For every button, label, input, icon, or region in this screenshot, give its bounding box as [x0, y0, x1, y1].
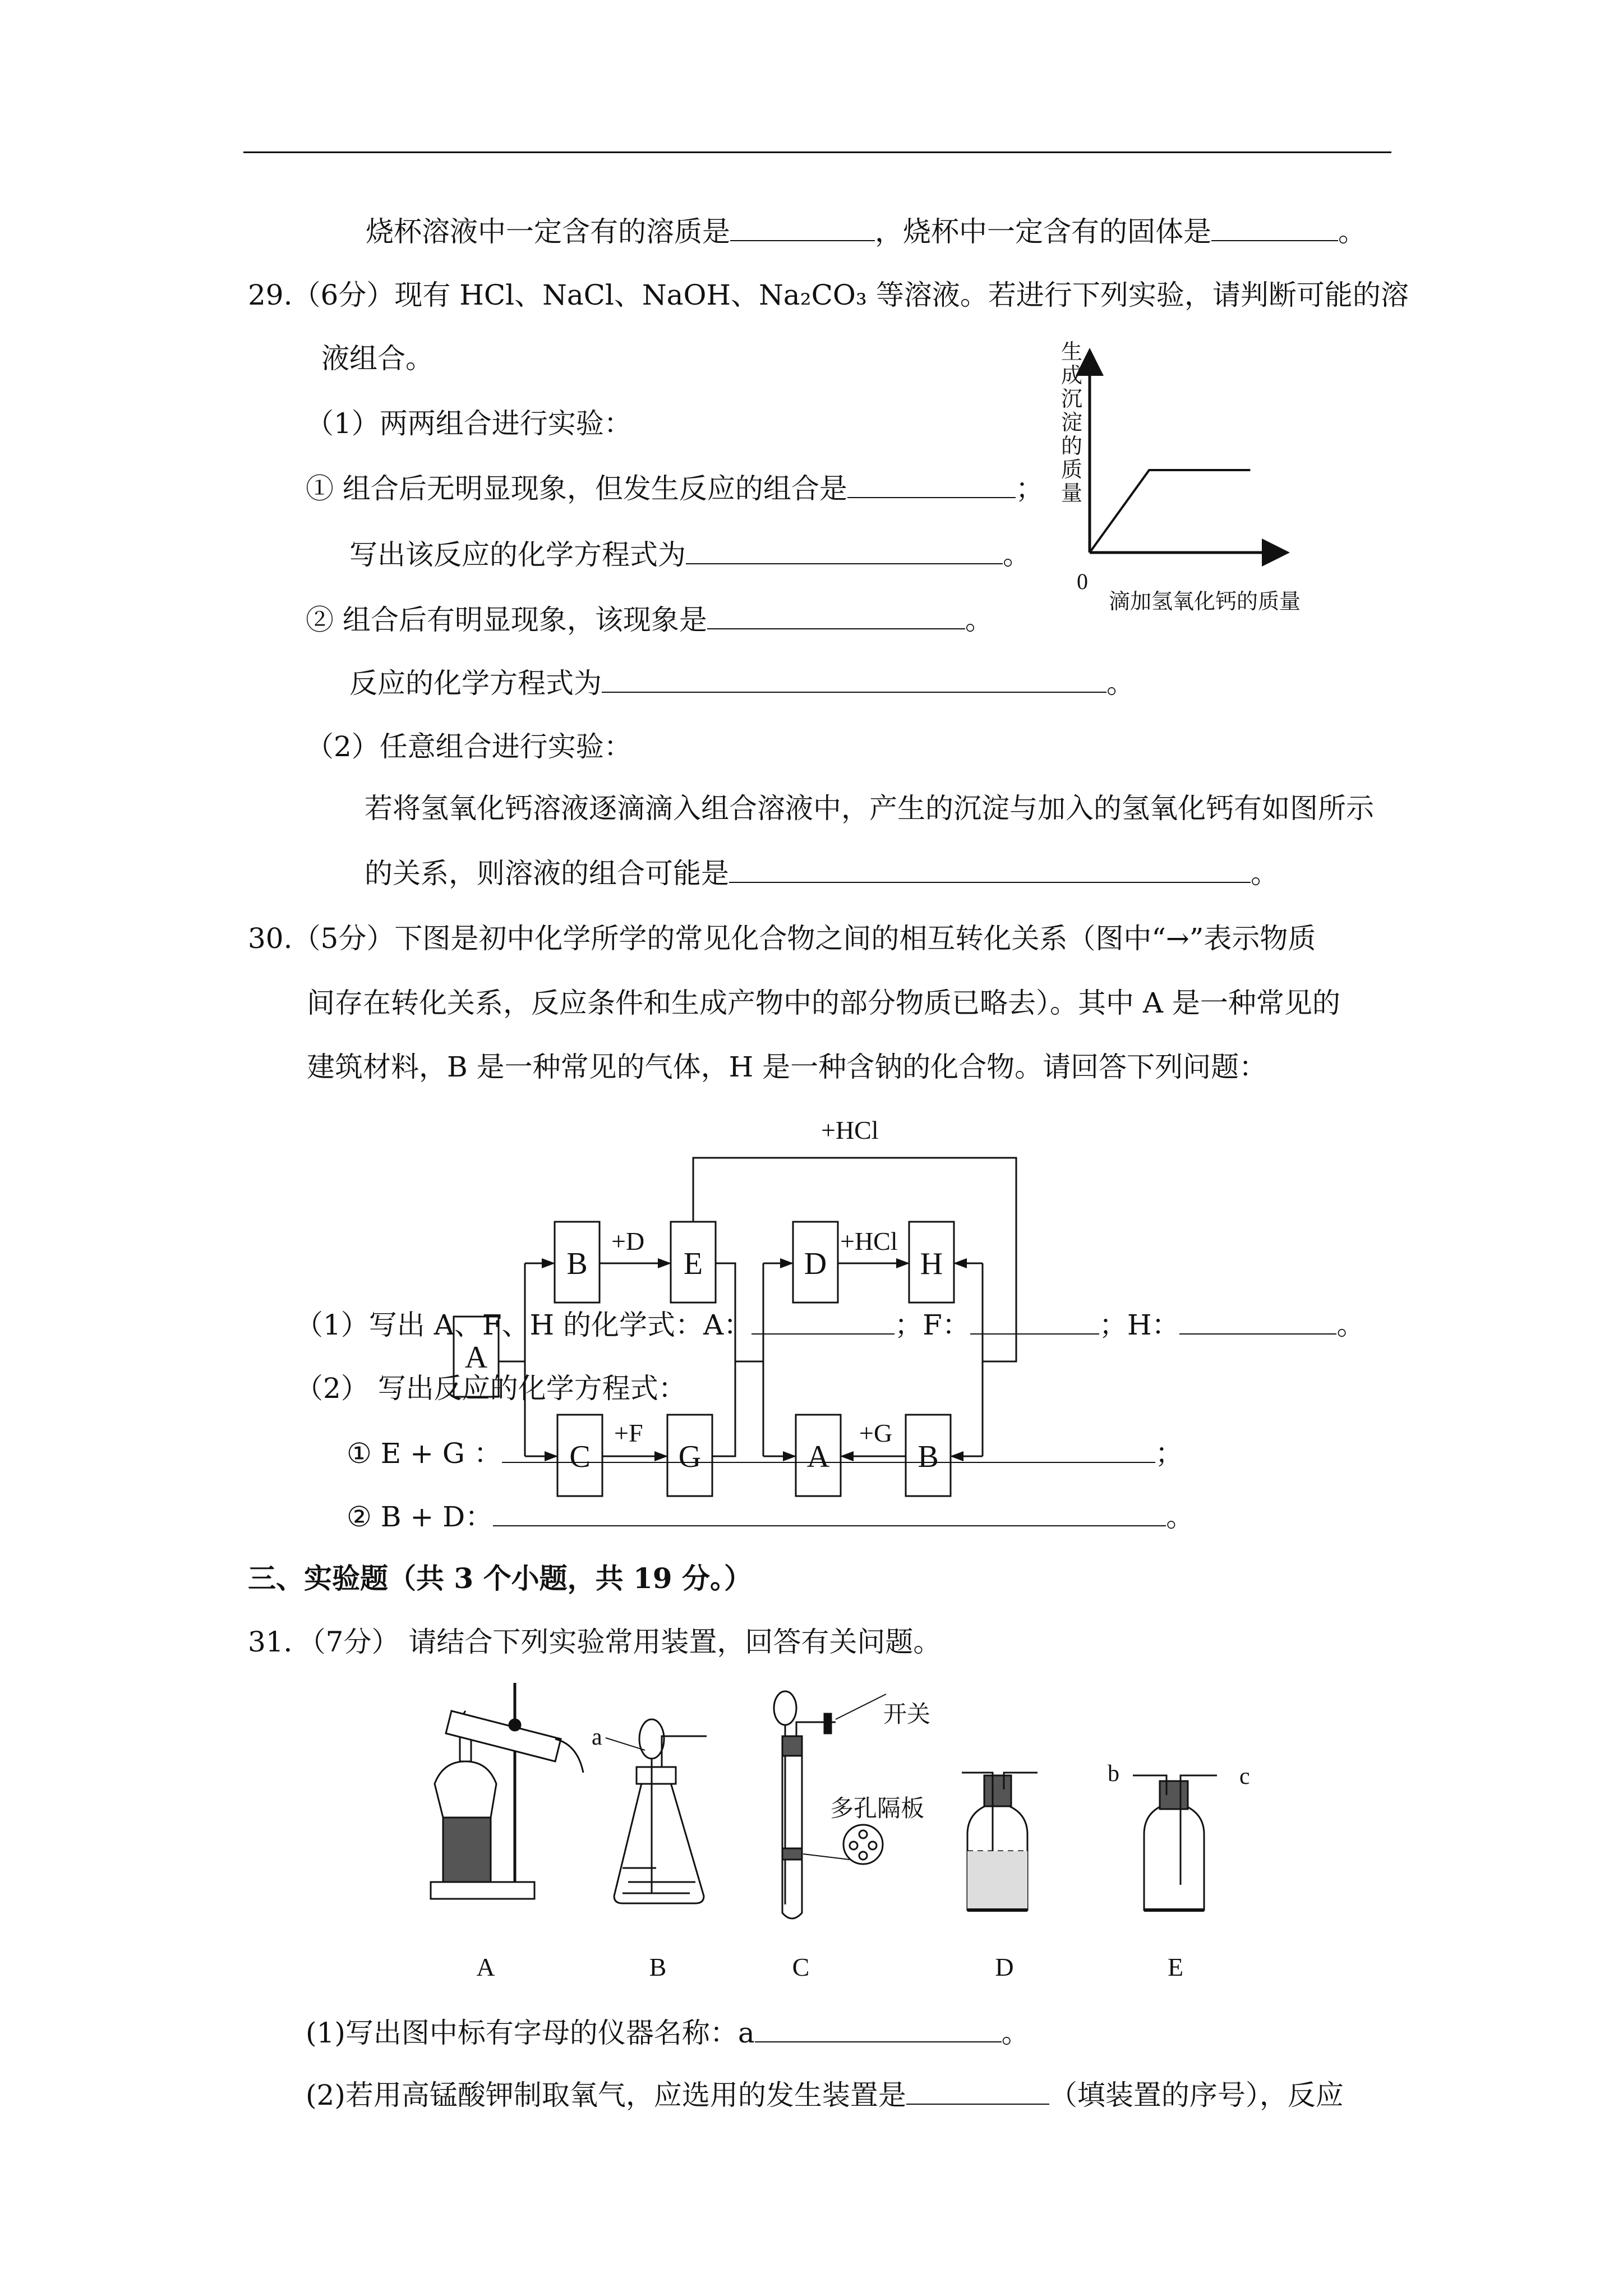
box-label-E: E: [683, 1246, 703, 1281]
label-plus-hcl: +HCl: [840, 1227, 898, 1255]
series-line: [1090, 470, 1250, 553]
box-label-B: B: [566, 1246, 588, 1281]
text: (1)写出图中标有字母的仪器名称：a: [306, 2017, 755, 2049]
q31-stem: 31．（7分） 请结合下列实验常用装置，回答有关问题。: [248, 1626, 942, 1658]
apparatus-label-C: C: [792, 1953, 810, 1981]
q30-stem-3: 建筑材料，B 是一种常见的气体，H 是一种含钠的化合物。请回答下列问题：: [307, 1051, 1267, 1083]
box-label-C: C: [569, 1439, 591, 1474]
q30-eq2: [347, 1500, 1194, 1534]
answer-blank[interactable]: [906, 2079, 1049, 2105]
box-H: [909, 1222, 954, 1303]
box-label-D: D: [804, 1246, 827, 1281]
text: 。: [1338, 215, 1366, 248]
label-plus-g: +G: [859, 1419, 893, 1447]
box-label-B2: B: [917, 1439, 939, 1474]
q29-item2: [306, 603, 993, 637]
apparatus-c: [774, 1691, 886, 1918]
text: ；F：: [895, 1309, 970, 1341]
text: （填装置的序号），反应: [1049, 2079, 1344, 2111]
q31-sub2: [306, 2078, 1344, 2112]
header-rule: [243, 151, 1391, 153]
text: （1）写出 A、F、H 的化学式：A：: [295, 1309, 752, 1341]
label-plus-hcl-top: +HCl: [821, 1116, 879, 1144]
text: ，烧杯中一定含有的固体是: [875, 215, 1211, 248]
q31-sub1: [306, 2016, 1030, 2050]
q30-stem-2: 间存在转化关系，反应条件和生成产物中的部分物质已略去）。其中 A 是一种常见的: [307, 987, 1340, 1019]
answer-blank[interactable]: [602, 667, 1106, 693]
apparatus-d: [962, 1773, 1038, 1910]
text: ；: [1155, 1437, 1183, 1470]
text: 。: [1166, 1501, 1195, 1533]
y-axis-label-char: 成: [1061, 364, 1083, 388]
q30-sub2: （2） 写出反应的化学方程式：: [295, 1372, 686, 1405]
text: 。: [1001, 2017, 1030, 2049]
label-plus-f: +F: [614, 1419, 643, 1447]
text: 写出该反应的化学方程式为: [349, 539, 686, 571]
text: 。: [965, 604, 993, 636]
q30-sub1: [295, 1308, 1364, 1342]
answer-blank[interactable]: [1211, 215, 1338, 241]
apparatus-e: [1133, 1775, 1217, 1910]
text: 。: [1003, 539, 1031, 571]
text: ；: [1015, 472, 1044, 505]
box-B: [555, 1222, 600, 1303]
label-a: a: [592, 1724, 602, 1750]
label-b: b: [1108, 1761, 1119, 1787]
q30-eq1: [347, 1437, 1183, 1470]
text: 。: [1251, 857, 1279, 890]
text: ① 组合后无明显现象，但发生反应的组合是: [306, 472, 847, 505]
q29-sub2: （2）任意组合进行实验：: [306, 730, 632, 763]
y-axis-label-char: 淀: [1061, 411, 1083, 435]
box-label-A: A: [464, 1340, 488, 1375]
answer-blank[interactable]: [686, 539, 1003, 564]
answer-blank-f[interactable]: [970, 1309, 1099, 1335]
q29-sub2-line2: [365, 857, 1279, 890]
box-label-G: G: [678, 1439, 702, 1474]
label-plus-d: +D: [611, 1227, 645, 1255]
answer-blank[interactable]: [502, 1437, 1155, 1463]
apparatus-a: [431, 1683, 583, 1899]
text: ② 组合后有明显现象，该现象是: [306, 604, 707, 636]
y-axis-label-char: 生: [1061, 341, 1083, 364]
text: (2)若用高锰酸钾制取氧气，应选用的发生装置是: [306, 2079, 906, 2111]
answer-blank[interactable]: [755, 2017, 1002, 2042]
text: 的关系，则溶液的组合可能是: [365, 857, 729, 890]
box-D: [793, 1222, 838, 1303]
label-c: c: [1239, 1764, 1250, 1789]
text: ② B + D：: [347, 1501, 494, 1533]
y-axis-label-char: 沉: [1061, 388, 1083, 411]
answer-blank[interactable]: [493, 1501, 1166, 1526]
text: 烧杯溶液中一定含有的溶质是: [366, 215, 730, 248]
apparatus-label-D: D: [995, 1953, 1014, 1981]
apparatus-label-E: E: [1167, 1953, 1184, 1981]
text: 。: [1336, 1309, 1365, 1341]
q29-sub1: （1）两两组合进行实验：: [306, 407, 632, 440]
apparatus-b: [606, 1719, 707, 1903]
y-axis-label-char: 的: [1061, 435, 1083, 458]
answer-blank[interactable]: [730, 215, 875, 241]
text: ；H：: [1099, 1309, 1180, 1341]
q29-item1-eq: [349, 538, 1031, 572]
q29-stem: 29.（6分）现有 HCl、NaCl、NaOH、Na₂CO₃ 等溶液。若进行下列实验，请判断可能的溶: [248, 279, 1409, 311]
answer-blank[interactable]: [707, 604, 965, 629]
q29-item1: [306, 472, 1044, 505]
answer-blank[interactable]: [729, 857, 1251, 883]
apparatus-label-A: A: [476, 1953, 495, 1981]
q30-stem: 30.（5分）下图是初中化学所学的常见化合物之间的相互转化关系（图中“→”表示物质: [248, 922, 1316, 955]
label-switch: 开关: [883, 1702, 931, 1728]
box-E: [671, 1222, 716, 1303]
q29-item2-eq: [349, 666, 1135, 700]
origin-label: 0: [1077, 569, 1088, 594]
box-label-H: H: [920, 1246, 943, 1281]
y-axis-label-char: 质: [1061, 458, 1083, 482]
section-3-title: 三、实验题（共 3 个小题，共 19 分。）: [248, 1562, 752, 1595]
text: ① E + G ：: [347, 1437, 502, 1470]
answer-blank[interactable]: [847, 472, 1016, 498]
text: 。: [1106, 667, 1135, 700]
label-porous-plate: 多孔隔板: [830, 1796, 925, 1822]
q29-stem-cont: 液组合。: [321, 342, 434, 375]
answer-blank-a[interactable]: [751, 1309, 895, 1335]
q28-tail-line: [366, 215, 1366, 249]
text: 反应的化学方程式为: [349, 667, 602, 700]
apparatus-label-B: B: [649, 1953, 667, 1981]
box-label-A2: A: [806, 1439, 830, 1474]
x-axis-label: 滴加氢氧化钙的质量: [1109, 590, 1301, 614]
y-axis-label-char: 量: [1061, 482, 1083, 505]
answer-blank-h[interactable]: [1179, 1309, 1336, 1335]
y-axis-label: [1061, 341, 1082, 505]
q29-sub2-line1: 若将氢氧化钙溶液逐滴滴入组合溶液中，产生的沉淀与加入的氢氧化钙有如图所示: [365, 792, 1374, 825]
